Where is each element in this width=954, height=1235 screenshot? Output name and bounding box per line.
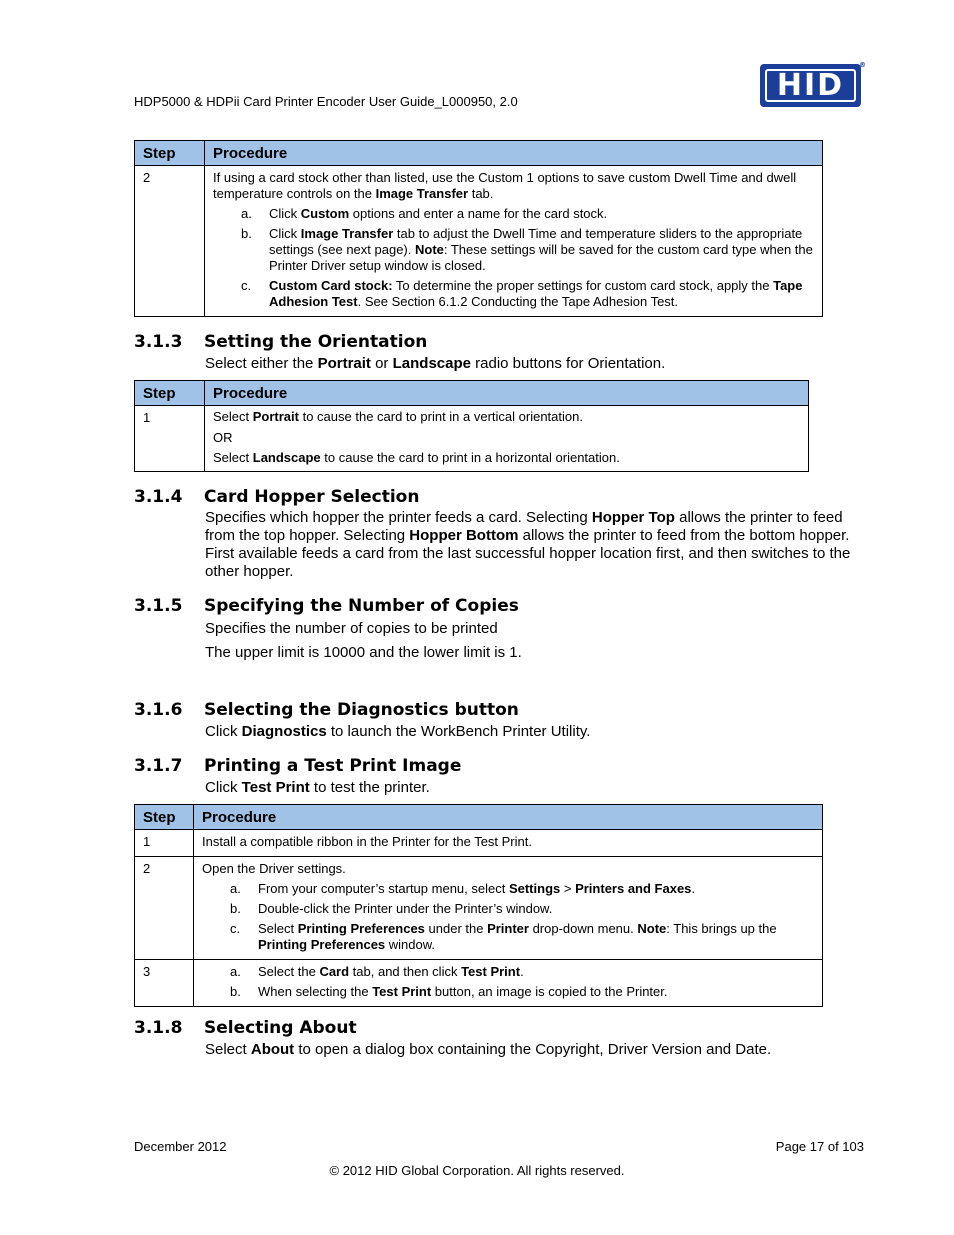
step-number: 1 — [135, 406, 205, 472]
procedure-substep: a. Click Custom options and enter a name for the card stock. — [241, 206, 608, 221]
section-heading-about: 3.1.8 Selecting About — [134, 1018, 357, 1038]
section-text-orientation: Select either the Portrait or Landscape radio buttons for Orientation. — [205, 355, 666, 372]
step-number: 1 — [135, 830, 194, 857]
procedure-substep: b. Click Image Transfer tab to adjust the Dwell Time and temperature sliders to the appropriate settings (see next page). Note: These settings will be saved for the custom card type when the Printer Driver setup window is closed. — [241, 226, 813, 273]
section-heading-orientation: 3.1.3 Setting the Orientation — [134, 332, 428, 352]
table-header-step: Step — [135, 381, 205, 406]
footer-page-number: Page 17 of 103 — [775, 1139, 864, 1154]
hid-logo — [760, 61, 866, 107]
section-text-copies-limit: The upper limit is 10000 and the lower limit is 1. — [205, 644, 522, 661]
section-heading-hopper: 3.1.4 Card Hopper Selection — [134, 487, 420, 507]
procedure-substep: c. Custom Card stock: To determine the proper settings for custom card stock, apply the Tape Adhesion Test. See Section 6.1.2 Conducting the Tape Adhesion Test. — [241, 278, 803, 309]
section-text-test-print: Click Test Print to test the printer. — [205, 779, 430, 796]
section-text-copies: Specifies the number of copies to be printed — [205, 620, 498, 637]
footer-date: December 2012 — [134, 1139, 227, 1154]
table-row — [135, 960, 823, 1007]
footer-copyright: © 2012 HID Global Corporation. All rights reserved. — [329, 1163, 625, 1178]
step-number: 2 — [135, 166, 205, 317]
table-header-step: Step — [135, 141, 205, 166]
section-text-hopper: Specifies which hopper the printer feeds a card. Selecting Hopper Top allows the printer to feed from the top hopper. Selecting Hopper Bottom allows the printer to feed from the bottom hopper. First available feeds a card from the last successful hopper location first, and then switches to the other hopper. — [205, 509, 851, 580]
table-row — [135, 406, 809, 472]
procedure-substep: b. When selecting the Test Print button, an image is copied to the Printer. — [230, 984, 668, 999]
document-header-title: HDP5000 & HDPii Card Printer Encoder User Guide_L000950, 2.0 — [134, 94, 518, 109]
section-heading-diagnostics: 3.1.6 Selecting the Diagnostics button — [134, 700, 519, 720]
procedure-line: Select Portrait to cause the card to print in a vertical orientation. — [213, 409, 583, 424]
procedure-or: OR — [213, 429, 233, 445]
procedure-table-custom-card — [134, 140, 823, 317]
table-header-procedure: Procedure — [205, 381, 809, 406]
procedure-substep: a. From your computer’s startup menu, select Settings > Printers and Faxes. — [230, 881, 696, 896]
table-header-step: Step — [135, 805, 194, 830]
section-heading-test-print: 3.1.7 Printing a Test Print Image — [134, 756, 462, 776]
step-number: 2 — [135, 857, 194, 960]
procedure-intro: Open the Driver settings. — [202, 861, 346, 876]
procedure-substep: c. Select Printing Preferences under the Printer drop-down menu. Note: This brings up the Printing Preferences window. — [230, 921, 777, 952]
procedure-substep: a. Select the Card tab, and then click Test Print. — [230, 964, 524, 979]
logo-registered-mark: ® — [859, 61, 866, 69]
procedure-table-test-print — [134, 804, 823, 1007]
table-row — [135, 166, 823, 317]
procedure-substep: b. Double-click the Printer under the Printer’s window. — [230, 901, 553, 916]
procedure-text: Install a compatible ribbon in the Printer for the Test Print. — [194, 830, 823, 857]
section-heading-copies: 3.1.5 Specifying the Number of Copies — [134, 596, 519, 616]
procedure-intro: If using a card stock other than listed, use the Custom 1 options to save custom Dwell Time and dwell temperature controls on the Image Transfer tab. — [213, 170, 797, 201]
logo-text: HID — [776, 67, 845, 103]
table-row — [135, 857, 823, 960]
step-number: 3 — [135, 960, 194, 1007]
procedure-line: Select Landscape to cause the card to print in a horizontal orientation. — [213, 450, 620, 465]
table-row — [135, 830, 823, 857]
table-header-procedure: Procedure — [194, 805, 823, 830]
section-text-about: Select About to open a dialog box containing the Copyright, Driver Version and Date. — [205, 1041, 772, 1058]
section-text-diagnostics: Click Diagnostics to launch the WorkBench Printer Utility. — [205, 723, 591, 740]
procedure-table-orientation — [134, 380, 809, 472]
table-header-procedure: Procedure — [205, 141, 823, 166]
